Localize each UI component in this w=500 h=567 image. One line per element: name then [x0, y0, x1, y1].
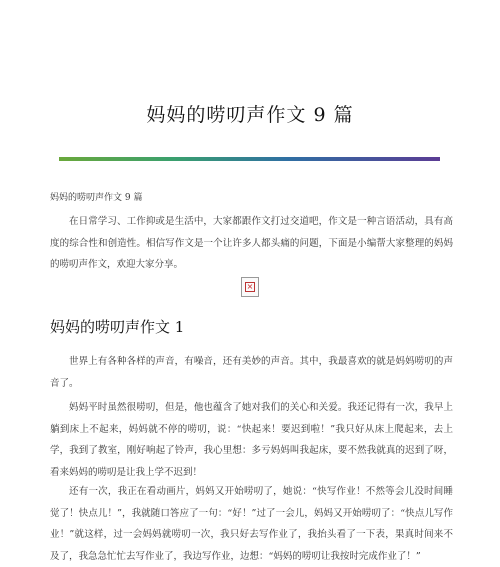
broken-image-icon: × — [241, 277, 259, 297]
body-paragraph-1: 世界上有各种各样的声音，有噪音，还有美妙的声音。其中，我最喜欢的就是妈妈唠叨的声音了。 — [50, 356, 453, 389]
body-paragraph-3: 还有一次，我正在看动画片，妈妈又开始唠叨了，她说：“快写作业！不然等会儿没时间睡觉了！快点儿！”，我就随口答应了一句：“好！”过了一会儿，妈妈又开始唠叨了：“快点儿写作业！”就这样，过一会妈妈就唠叨一次，我只好去写作业了，我抬头看了一下表，果真时间来不及了，我急急忙忙去写作业了，我边写作业，边想：“妈妈的唠叨让我按时完成作业了！” — [50, 486, 453, 562]
body-paragraph-2: 妈妈平时虽然很唠叨，但是，他也蕴含了她对我们的关心和关爱。我还记得有一次，我早上躺到床上不起来，妈妈就不停的唠叨，说：“快起来！要迟到啦！”我只好从床上爬起来，去上学，我到了教室，刚好响起了铃声，我心里想：多亏妈妈叫我起床，要不然我就真的迟到了呀，看来妈妈的唠叨是让我上学不迟到！ — [50, 402, 453, 478]
decorative-divider — [59, 157, 440, 161]
intro-paragraph: 在日常学习、工作抑或是生活中，大家都跟作文打过交道吧，作文是一种言语活动，具有高度的综合性和创造性。相信写作文是一个让许多人都头痛的问题，下面是小编帮大家整理的妈妈的唠叨声作文，欢迎大家分享。 — [50, 216, 453, 270]
document-title: 妈妈的唠叨声作文 9 篇 — [146, 104, 354, 126]
document-subheading: 妈妈的唠叨声作文 9 篇 — [50, 193, 143, 203]
section-heading: 妈妈的唠叨声作文 1 — [50, 318, 185, 336]
